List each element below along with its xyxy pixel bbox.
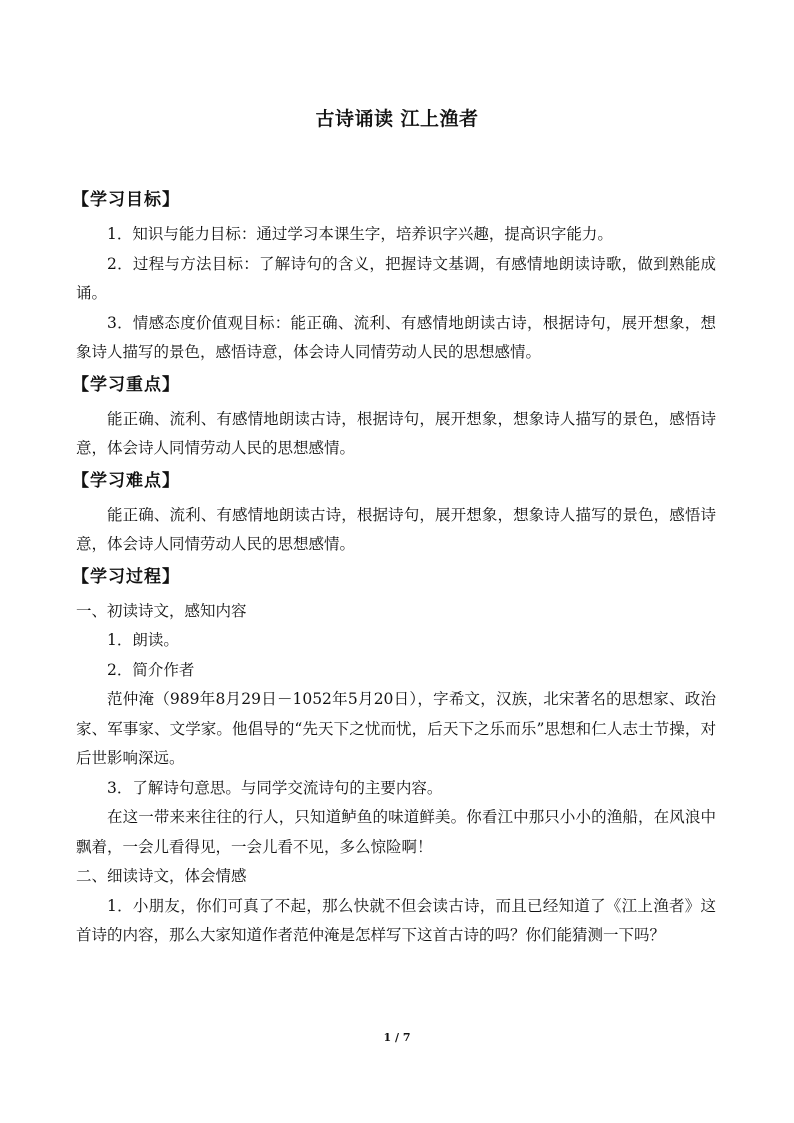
step2-author-intro: 2．简介作者 <box>107 660 195 679</box>
process-heading: 【学习过程】 <box>72 566 180 587</box>
goal-item-2: 2．过程与方法目标：了解诗句的含义，把握诗文基调，有感情地朗读诗歌，做到熟能成诵。 <box>76 254 716 302</box>
page-number: 1 / 7 <box>383 1031 411 1044</box>
difficulties-heading: 【学习难点】 <box>72 470 180 491</box>
poem-meaning: 在这一带来来往往的行人，只知道鲈鱼的味道鲜美。你看江中那只小小的渔船，在风浪中飘着，一会儿看得见，一会儿看不见，多么惊险啊！ <box>76 808 716 856</box>
goal-item-1: 1．知识与能力目标：通过学习本课生字，培养识字兴趣，提高识字能力。 <box>107 225 613 243</box>
difficulties-text: 能正确、流利、有感情地朗读古诗，根据诗句，展开想象，想象诗人描写的景色，感悟诗意，体会诗人同情劳动人民的思想感情。 <box>76 505 716 553</box>
part1-title: 一、初读诗文，感知内容 <box>76 601 247 620</box>
document-title: 古诗诵读 江上渔者 <box>315 108 479 130</box>
step1-read: 1．朗读。 <box>107 631 179 649</box>
part2-step1: 1．小朋友，你们可真了不起，那么快就不但会读古诗，而且已经知道了《江上渔者》这首诗的内容，那么大家知道作者范仲淹是怎样写下这首古诗的吗？你们能猜测一下吗？ <box>76 896 716 944</box>
author-bio: 范仲淹（989年8月29日－1052年5月20日），字希文，汉族，北宋著名的思想家、政治家、军事家、文学家。他倡导的“先天下之忧而忧，后天下之乐而乐”思想和仁人志士节操，对后世影响深远。 <box>76 690 716 767</box>
key-points-heading: 【学习重点】 <box>72 374 180 395</box>
document-body <box>72 183 716 951</box>
key-points-text: 能正确、流利、有感情地朗读古诗，根据诗句，展开想象，想象诗人描写的景色，感悟诗意，体会诗人同情劳动人民的思想感情。 <box>76 409 716 457</box>
step3-meaning: 3．了解诗句意思。与同学交流诗句的主要内容。 <box>107 778 443 797</box>
goal-item-3: 3．情感态度价值观目标：能正确、流利、有感情地朗读古诗，根据诗句，展开想象，想象诗人描写的景色，感悟诗意，体会诗人同情劳动人民的思想感情。 <box>76 313 716 361</box>
goals-heading: 【学习目标】 <box>72 190 180 210</box>
part2-title: 二、细读诗文，体会情感 <box>76 867 247 885</box>
